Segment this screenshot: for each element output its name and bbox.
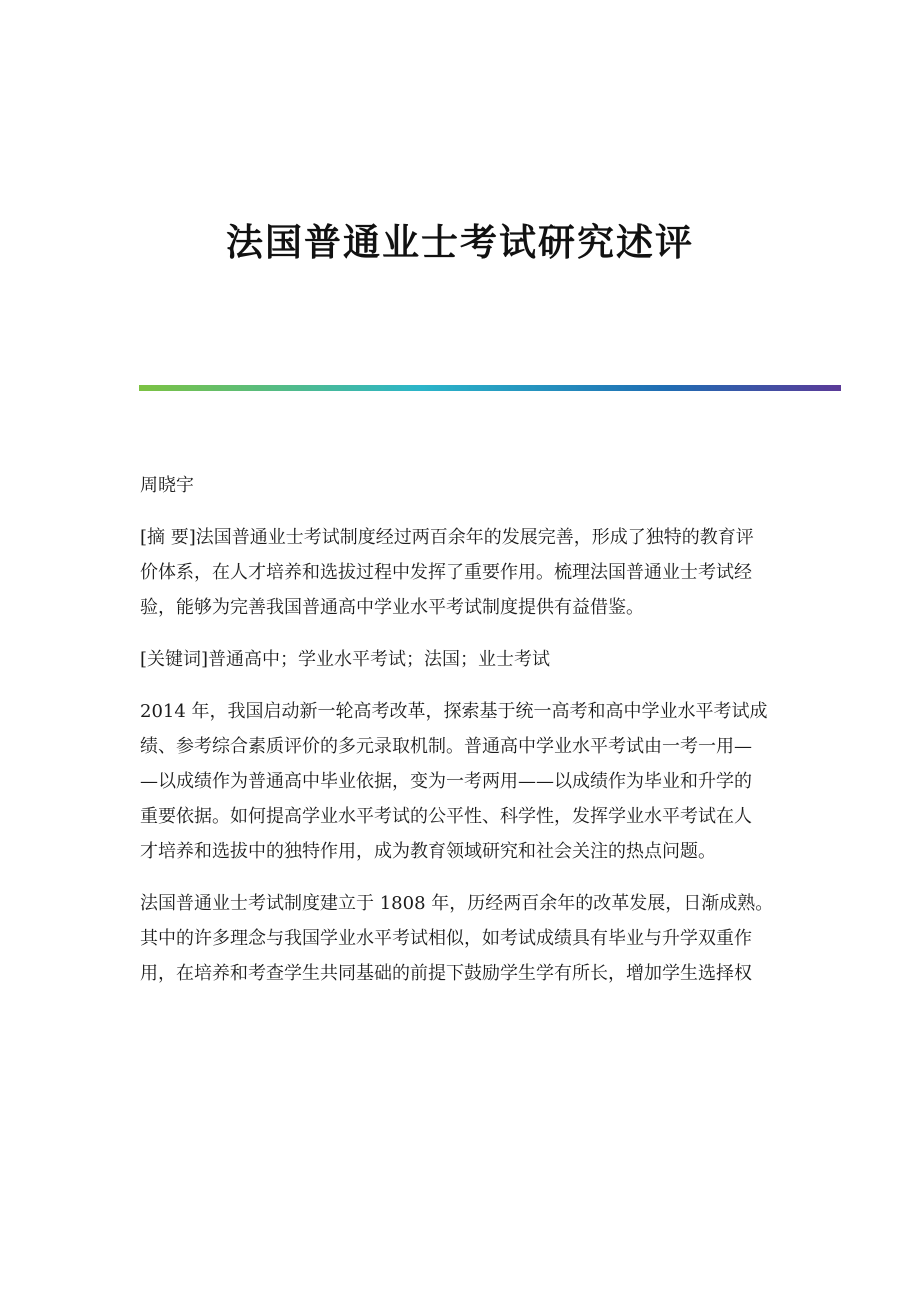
body-paragraph-2 (140, 886, 780, 991)
author-name: 周晓宇 (140, 475, 194, 496)
abstract-line: 验，能够为完善我国普通高中学业水平考试制度提供有益借鉴。 (140, 597, 644, 618)
document-title: 法国普通业士考试研究述评 (226, 220, 694, 264)
paragraph-line: —以成绩作为普通高中毕业依据，变为一考两用——以成绩作为毕业和升学的 (140, 771, 752, 792)
document-body (140, 468, 780, 991)
abstract-line: 价体系，在人才培养和选拔过程中发挥了重要作用。梳理法国普通业士考试经 (140, 562, 752, 583)
keywords: [关键词]普通高中；学业水平考试；法国；业士考试 (140, 649, 551, 670)
body-paragraph-1 (140, 694, 780, 869)
abstract (140, 520, 780, 625)
paragraph-line: 才培养和选拔中的独特作用，成为教育领域研究和社会关注的热点问题。 (140, 841, 716, 862)
paragraph-line: 用，在培养和考查学生共同基础的前提下鼓励学生学有所长，增加学生选择权 (140, 963, 752, 984)
title-divider (139, 385, 841, 391)
paragraph-line: 重要依据。如何提高学业水平考试的公平性、科学性，发挥学业水平考试在人 (140, 806, 752, 827)
paragraph-line: 其中的许多理念与我国学业水平考试相似，如考试成绩具有毕业与升学双重作 (140, 928, 752, 949)
paragraph-line: 绩、参考综合素质评价的多元录取机制。普通高中学业水平考试由一考一用— (140, 736, 752, 757)
paragraph-line: 法国普通业士考试制度建立于 1808 年，历经两百余年的改革发展，日渐成熟。 (140, 893, 774, 914)
abstract-line: [摘 要]法国普通业士考试制度经过两百余年的发展完善，形成了独特的教育评 (140, 527, 754, 548)
paragraph-line: 2014 年，我国启动新一轮高考改革，探索基于统一高考和高中学业水平考试成 (140, 701, 768, 722)
